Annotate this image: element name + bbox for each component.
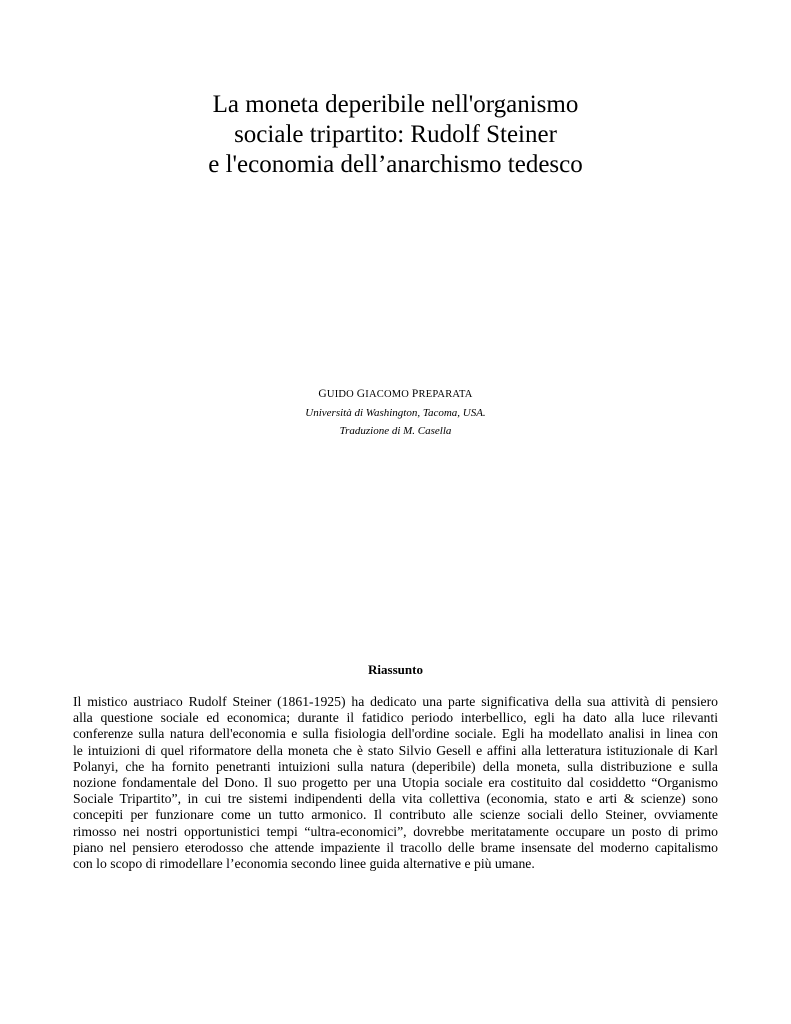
abstract-line: Il mistico austriaco Rudolf Steiner (1861-1925) ha dedicato una parte significativa della sua attività di pensiero — [73, 694, 718, 709]
abstract-heading: Riassunto — [368, 662, 423, 677]
abstract-line: piano nel pensiero eterodosso che attende impaziente il tracollo delle brame insensate del moderno capitalismo — [73, 839, 718, 855]
title-line-3: e l'economia dell’anarchismo tedesco — [208, 151, 583, 178]
author-block — [0, 385, 791, 440]
abstract-line: con lo scopo di rimodellare l’economia secondo linee guida alternative e più umane. — [73, 856, 535, 872]
abstract-body — [73, 694, 718, 872]
author-name — [0, 385, 791, 404]
abstract-line: alla questione sociale ed economica; durante il fatidico periodo interbellico, egli ha dato alla luce rilevanti — [73, 710, 718, 726]
abstract-line: Sociale Tripartito”, in cui tre sistemi indipendenti della vita collettiva (economia, stato e arti & scienze) sono — [73, 791, 718, 807]
abstract-line: rimosso nei nostri opportunistici tempi “ultra-economici”, dovrebbe meritatamente occupare un posto di primo — [73, 823, 718, 839]
title-line-2: sociale tripartito: Rudolf Steiner — [234, 121, 557, 148]
abstract-line: le intuizioni di quel riformatore della moneta che è stato Silvio Gesell e affini alla letteratura istituzionale di Karl — [73, 742, 718, 758]
abstract-line: Polanyi, che ha fornito penetranti intuizioni sulla natura (deperibile) della moneta, sulla distribuzione e sulla — [73, 758, 718, 774]
title-line-1: La moneta deperibile nell'organismo — [212, 91, 579, 118]
author-name-initial-2: G — [356, 388, 366, 400]
abstract-line: concepiti per funzionare come un tutto armonico. Il contributo alle scienze sociali dello Steiner, ovviamente — [73, 807, 718, 823]
author-name-initial-3: P — [411, 388, 419, 400]
abstract-line: conferenze sulla natura dell'economia e sulla fisiologia dell'ordine sociale. Egli ha modellato analisi in linea con — [73, 726, 718, 742]
abstract-line: nozione fondamentale del Dono. Il suo progetto per una Utopia sociale era costituito dal cosiddetto “Organismo — [73, 775, 718, 791]
translation-credit: Traduzione di M. Casella — [339, 425, 452, 437]
author-name-initial-1: G — [318, 388, 327, 400]
author-name-rest-1: UIDO — [326, 389, 354, 400]
author-name-rest-3: REPARATA — [418, 389, 473, 400]
author-affiliation: Università di Washington, Tacoma, USA. — [305, 407, 486, 419]
paper-title — [0, 90, 791, 180]
author-name-rest-2: IACOMO — [365, 389, 410, 400]
